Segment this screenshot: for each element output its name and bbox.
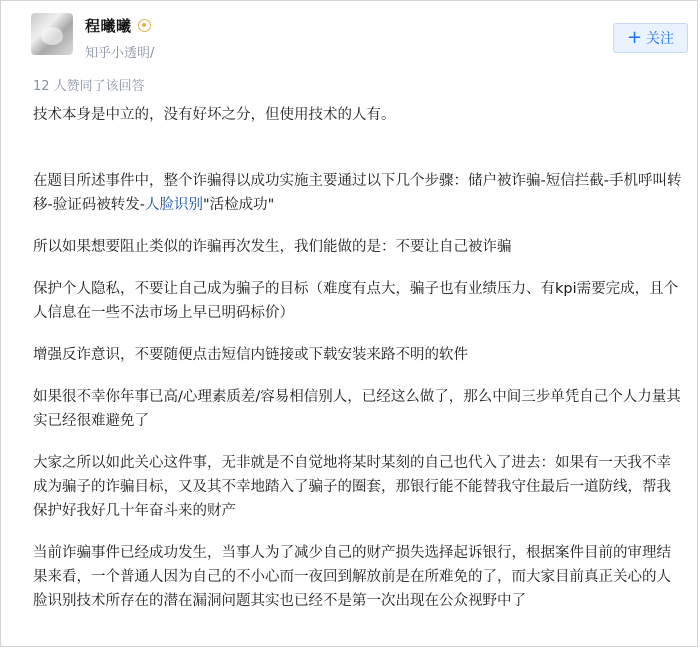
face-recognition-link[interactable]: 人脸识别 [144, 197, 203, 213]
plus-icon: + [626, 27, 643, 48]
author-info [85, 13, 154, 61]
author-avatar[interactable] [31, 13, 73, 55]
verified-badge-icon [138, 19, 151, 32]
author-block [31, 13, 154, 61]
paragraph: 保护个人隐私，不要让自己成为骗子的目标（难度有点大，骗子也有业绩压力、有kpi需要完成，且个人信息在一些不法市场上早已明码标价） [33, 281, 679, 321]
paragraph [33, 169, 683, 217]
author-bio: 知乎小透明/ [85, 46, 155, 61]
paragraph-text: 在题目所述事件中，整个诈骗得以成功实施主要通过以下几个步骤：储户被诈骗-短信拦截-手机呼叫转移-验证码被转发- [33, 173, 682, 213]
paragraph: 技术本身是中立的，没有好坏之分，但使用技术的人有。 [33, 107, 396, 123]
follow-button-label: 关注 [646, 31, 675, 47]
paragraph: 大家之所以如此关心这件事，无非就是不自觉地将某时某刻的自己也代入了进去：如果有一天我不幸成为骗子的诈骗目标，又及其不幸地踏入了骗子的圈套，那银行能不能替我守住最后一道防线，帮我保护好我好几十年奋斗来的财产 [33, 455, 671, 519]
answer-content [33, 103, 683, 613]
paragraph: 增强反诈意识，不要随便点击短信内链接或下载安装来路不明的软件 [33, 347, 468, 363]
author-name-row [85, 15, 154, 36]
paragraph: 当前诈骗事件已经成功发生，当事人为了减少自己的财产损失选择起诉银行，根据案件目前的审理结果来看，一个普通人因为自己的不小心而一夜回到解放前是在所难免的了，而大家目前真正关心的人脸识别技术所存在的潜在漏洞问题其实也已经不是第一次出现在公众视野中了 [33, 545, 671, 609]
paragraph: 所以如果想要阻止类似的诈骗再次发生，我们能做的是：不要让自己被诈骗 [33, 239, 512, 255]
author-name[interactable]: 程曦曦 [85, 17, 132, 35]
follow-button[interactable] [613, 23, 688, 53]
paragraph: 如果很不幸你年事已高/心理素质差/容易相信别人，已经这么做了，那么中间三步单凭自己个人力量其实已经很难避免了 [33, 389, 681, 429]
paragraph-text: "活检成功" [202, 197, 275, 213]
vote-count: 12 人赞同了该回答 [33, 79, 145, 94]
